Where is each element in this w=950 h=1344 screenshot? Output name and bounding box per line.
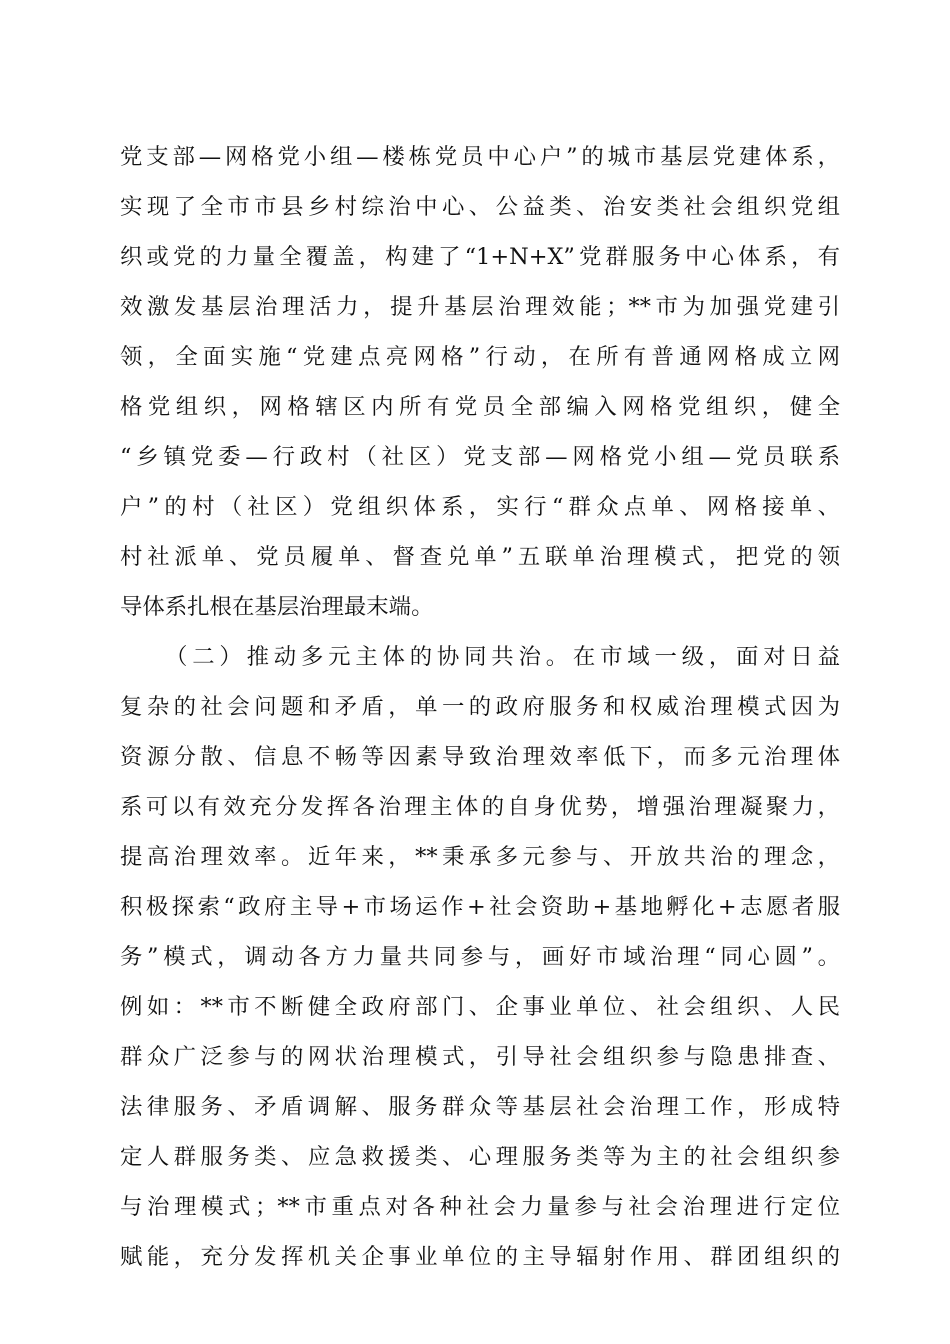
text-line: 系可以有效充分发挥各治理主体的自身优势，增强治理凝聚力， [120, 794, 840, 820]
paragraph-party-building [120, 132, 840, 632]
text-line: 群众广泛参与的网状治理模式，引导社会组织参与隐患排查、 [120, 1044, 840, 1070]
text-line: 与治理模式；**市重点对各种社会力量参与社会治理进行定位 [120, 1194, 840, 1220]
text-line: 织或党的力量全覆盖，构建了“1+N+X”党群服务中心体系，有 [120, 244, 840, 270]
text-line: 效激发基层治理活力，提升基层治理效能；**市为加强党建引 [120, 294, 840, 320]
text-line: 领，全面实施“党建点亮网格”行动，在所有普通网格成立网 [120, 344, 840, 370]
text-line: 党支部—网格党小组—楼栋党员中心户”的城市基层党建体系， [120, 144, 840, 170]
text-line: 提高治理效率。近年来，**秉承多元参与、开放共治的理念， [120, 844, 840, 870]
text-line: 复杂的社会问题和矛盾，单一的政府服务和权威治理模式因为 [120, 694, 840, 720]
section-heading-line: （二）推动多元主体的协同共治。在市域一级，面对日益 [165, 644, 840, 670]
document-body [120, 132, 840, 1282]
text-line: 导体系扎根在基层治理最末端。 [120, 594, 434, 620]
text-line: 赋能，充分发挥机关企事业单位的主导辐射作用、群团组织的 [120, 1244, 840, 1270]
paragraph-multi-subject-governance [120, 632, 840, 1282]
text-line: 务”模式，调动各方力量共同参与，画好市域治理“同心圆”。 [120, 944, 840, 970]
text-line: 法律服务、矛盾调解、服务群众等基层社会治理工作，形成特 [120, 1094, 840, 1120]
text-line: “乡镇党委—行政村（社区）党支部—网格党小组—党员联系 [120, 444, 840, 470]
text-line: 实现了全市市县乡村综治中心、公益类、治安类社会组织党组 [120, 194, 840, 220]
text-line: 例如：**市不断健全政府部门、企事业单位、社会组织、人民 [120, 994, 840, 1020]
text-line: 村社派单、党员履单、督查兑单”五联单治理模式，把党的领 [120, 544, 840, 570]
text-line: 定人群服务类、应急救援类、心理服务类等为主的社会组织参 [120, 1144, 840, 1170]
text-line: 格党组织，网格辖区内所有党员全部编入网格党组织，健全 [120, 394, 840, 420]
text-line: 积极探索“政府主导+市场运作+社会资助+基地孵化+志愿者服 [120, 894, 840, 920]
text-line: 资源分散、信息不畅等因素导致治理效率低下，而多元治理体 [120, 744, 840, 770]
text-line: 户”的村（社区）党组织体系，实行“群众点单、网格接单、 [120, 494, 840, 520]
